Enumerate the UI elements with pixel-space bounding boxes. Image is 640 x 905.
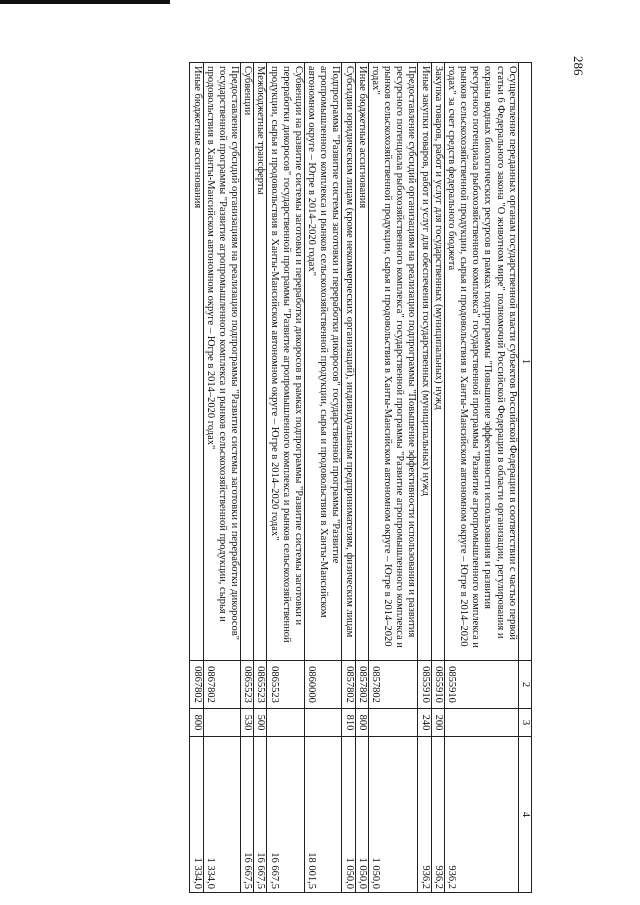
row-name: Межбюджетные трансферты [254, 63, 267, 661]
row-amount: 1 334,0 [203, 737, 241, 893]
table-row [355, 63, 368, 893]
row-code: 0857802 [368, 661, 418, 709]
header-row [518, 63, 531, 893]
table-row [254, 63, 267, 893]
row-amount: 1 050,0 [368, 737, 418, 893]
row-code: 0865523 [254, 661, 267, 709]
row-code: 0855910 [418, 661, 431, 709]
row-name: Субвенции [241, 63, 254, 661]
row-type [444, 709, 518, 737]
table-row [444, 63, 518, 893]
row-name: Иные бюджетные ассигнования [190, 63, 203, 661]
row-code: 0860000 [304, 661, 342, 709]
budget-table [189, 62, 532, 893]
row-type [304, 709, 342, 737]
row-amount: 16 667,5 [241, 737, 254, 893]
table-row [241, 63, 254, 893]
table-row [190, 63, 203, 893]
row-amount: 1 050,0 [342, 737, 355, 893]
table-row [418, 63, 431, 893]
row-type: 200 [431, 709, 444, 737]
top-rule [0, 0, 170, 4]
row-code: 0855910 [431, 661, 444, 709]
row-code: 0867802 [203, 661, 241, 709]
row-amount: 18 001,5 [304, 737, 342, 893]
header-col-code: 2 [518, 661, 531, 709]
row-amount: 1 050,0 [355, 737, 368, 893]
row-code: 0855910 [444, 661, 518, 709]
row-code: 0865523 [267, 661, 305, 709]
table-row [368, 63, 418, 893]
header-col-type: 3 [518, 709, 531, 737]
row-type: 800 [190, 709, 203, 737]
row-type: 240 [418, 709, 431, 737]
row-name: Предоставление субсидий организациям на реализацию подпрограммы "Развитие системы заготовки и переработки дикоросов" государственной программы "Развитие агропромышленного комплекса и рынков сельскохозяйственной продукции, сырья и продовольствия в Ханты-Мансийском автономном округе – Югре в 2014–2020 годах" [203, 63, 241, 661]
row-type [203, 709, 241, 737]
row-type: 530 [241, 709, 254, 737]
row-type: 500 [254, 709, 267, 737]
row-name: Закупка товаров, работ и услуг для государственных (муниципальных) нужд [431, 63, 444, 661]
page-number: 286 [571, 56, 586, 76]
row-type: 800 [355, 709, 368, 737]
row-name: Иные бюджетные ассигнования [355, 63, 368, 661]
row-type: 810 [342, 709, 355, 737]
row-amount: 1 334,0 [190, 737, 203, 893]
header-col-name: 1 [518, 63, 531, 661]
row-name: Субсидии юридическим лицам (кроме некоммерческих организаций), индивидуальным предпринимателям, физическим лицам [342, 63, 355, 661]
row-type [368, 709, 418, 737]
row-name: Субвенции на развитие системы заготовки и переработки дикоросов в рамках подпрограммы "Развитие системы заготовки и переработки дикоросов" государственной программы "Развитие агропромышленного комплекса и рынков сельскохозяйственной продукции, сырья и продовольствия в Ханты-Мансийском автономном округе – Югре в 2014–2020 годах" [267, 63, 305, 661]
rotated-page [84, 62, 532, 892]
table-row [342, 63, 355, 893]
row-amount: 936,2 [444, 737, 518, 893]
row-name: Осуществление переданных органам государственной власти субъектов Российской Федерации в соответствии с частью первой статьи 6 Федерального закона "О животном мире" полномочий Российской Федерации в области организации, регулирования и охраны водных биологических ресурсов в рамках подпрограммы "Повышение эффективности использования и развития ресурсного потенциала рыбохозяйственного комплекса" государственной программы "Развитие агропромышленного комплекса и рынков сельскохозяйственной продукции, сырья и продовольствия в Ханты-Мансийском автономном округе – Югре в 2014–2020 годах" за счет средств федерального бюджета [444, 63, 518, 661]
row-name: Предоставление субсидий организациям на реализацию подпрограммы "Повышение эффективности использования и развития ресурсного потенциала рыбохозяйственного комплекса" государственной программы "Развитие агропромышленного комплекса и рынков сельскохозяйственной продукции, сырья и продовольствия в Ханты-Мансийском автономном округе – Югре в 2014–2020 годах" [368, 63, 418, 661]
row-type [267, 709, 305, 737]
row-code: 0857802 [342, 661, 355, 709]
row-amount: 16 667,5 [267, 737, 305, 893]
row-amount: 936,2 [418, 737, 431, 893]
table-row [203, 63, 241, 893]
table-row [431, 63, 444, 893]
row-amount: 16 667,5 [254, 737, 267, 893]
row-code: 0867802 [190, 661, 203, 709]
row-code: 0857802 [355, 661, 368, 709]
row-code: 0865523 [241, 661, 254, 709]
row-name: Подпрограмма "Развитие системы заготовки и переработки дикоросов" государственной программы "Развитие агропромышленного комплекса и рынков сельскохозяйственной продукции, сырья и продовольствия в Ханты-Мансийском автономном округе – Югре в 2014–2020 годах" [304, 63, 342, 661]
row-name: Иные закупки товаров, работ и услуг для обеспечения государственных (муниципальных) нужд [418, 63, 431, 661]
table-row [267, 63, 305, 893]
header-col-amount: 4 [518, 737, 531, 893]
row-amount: 936,2 [431, 737, 444, 893]
table-row [304, 63, 342, 893]
